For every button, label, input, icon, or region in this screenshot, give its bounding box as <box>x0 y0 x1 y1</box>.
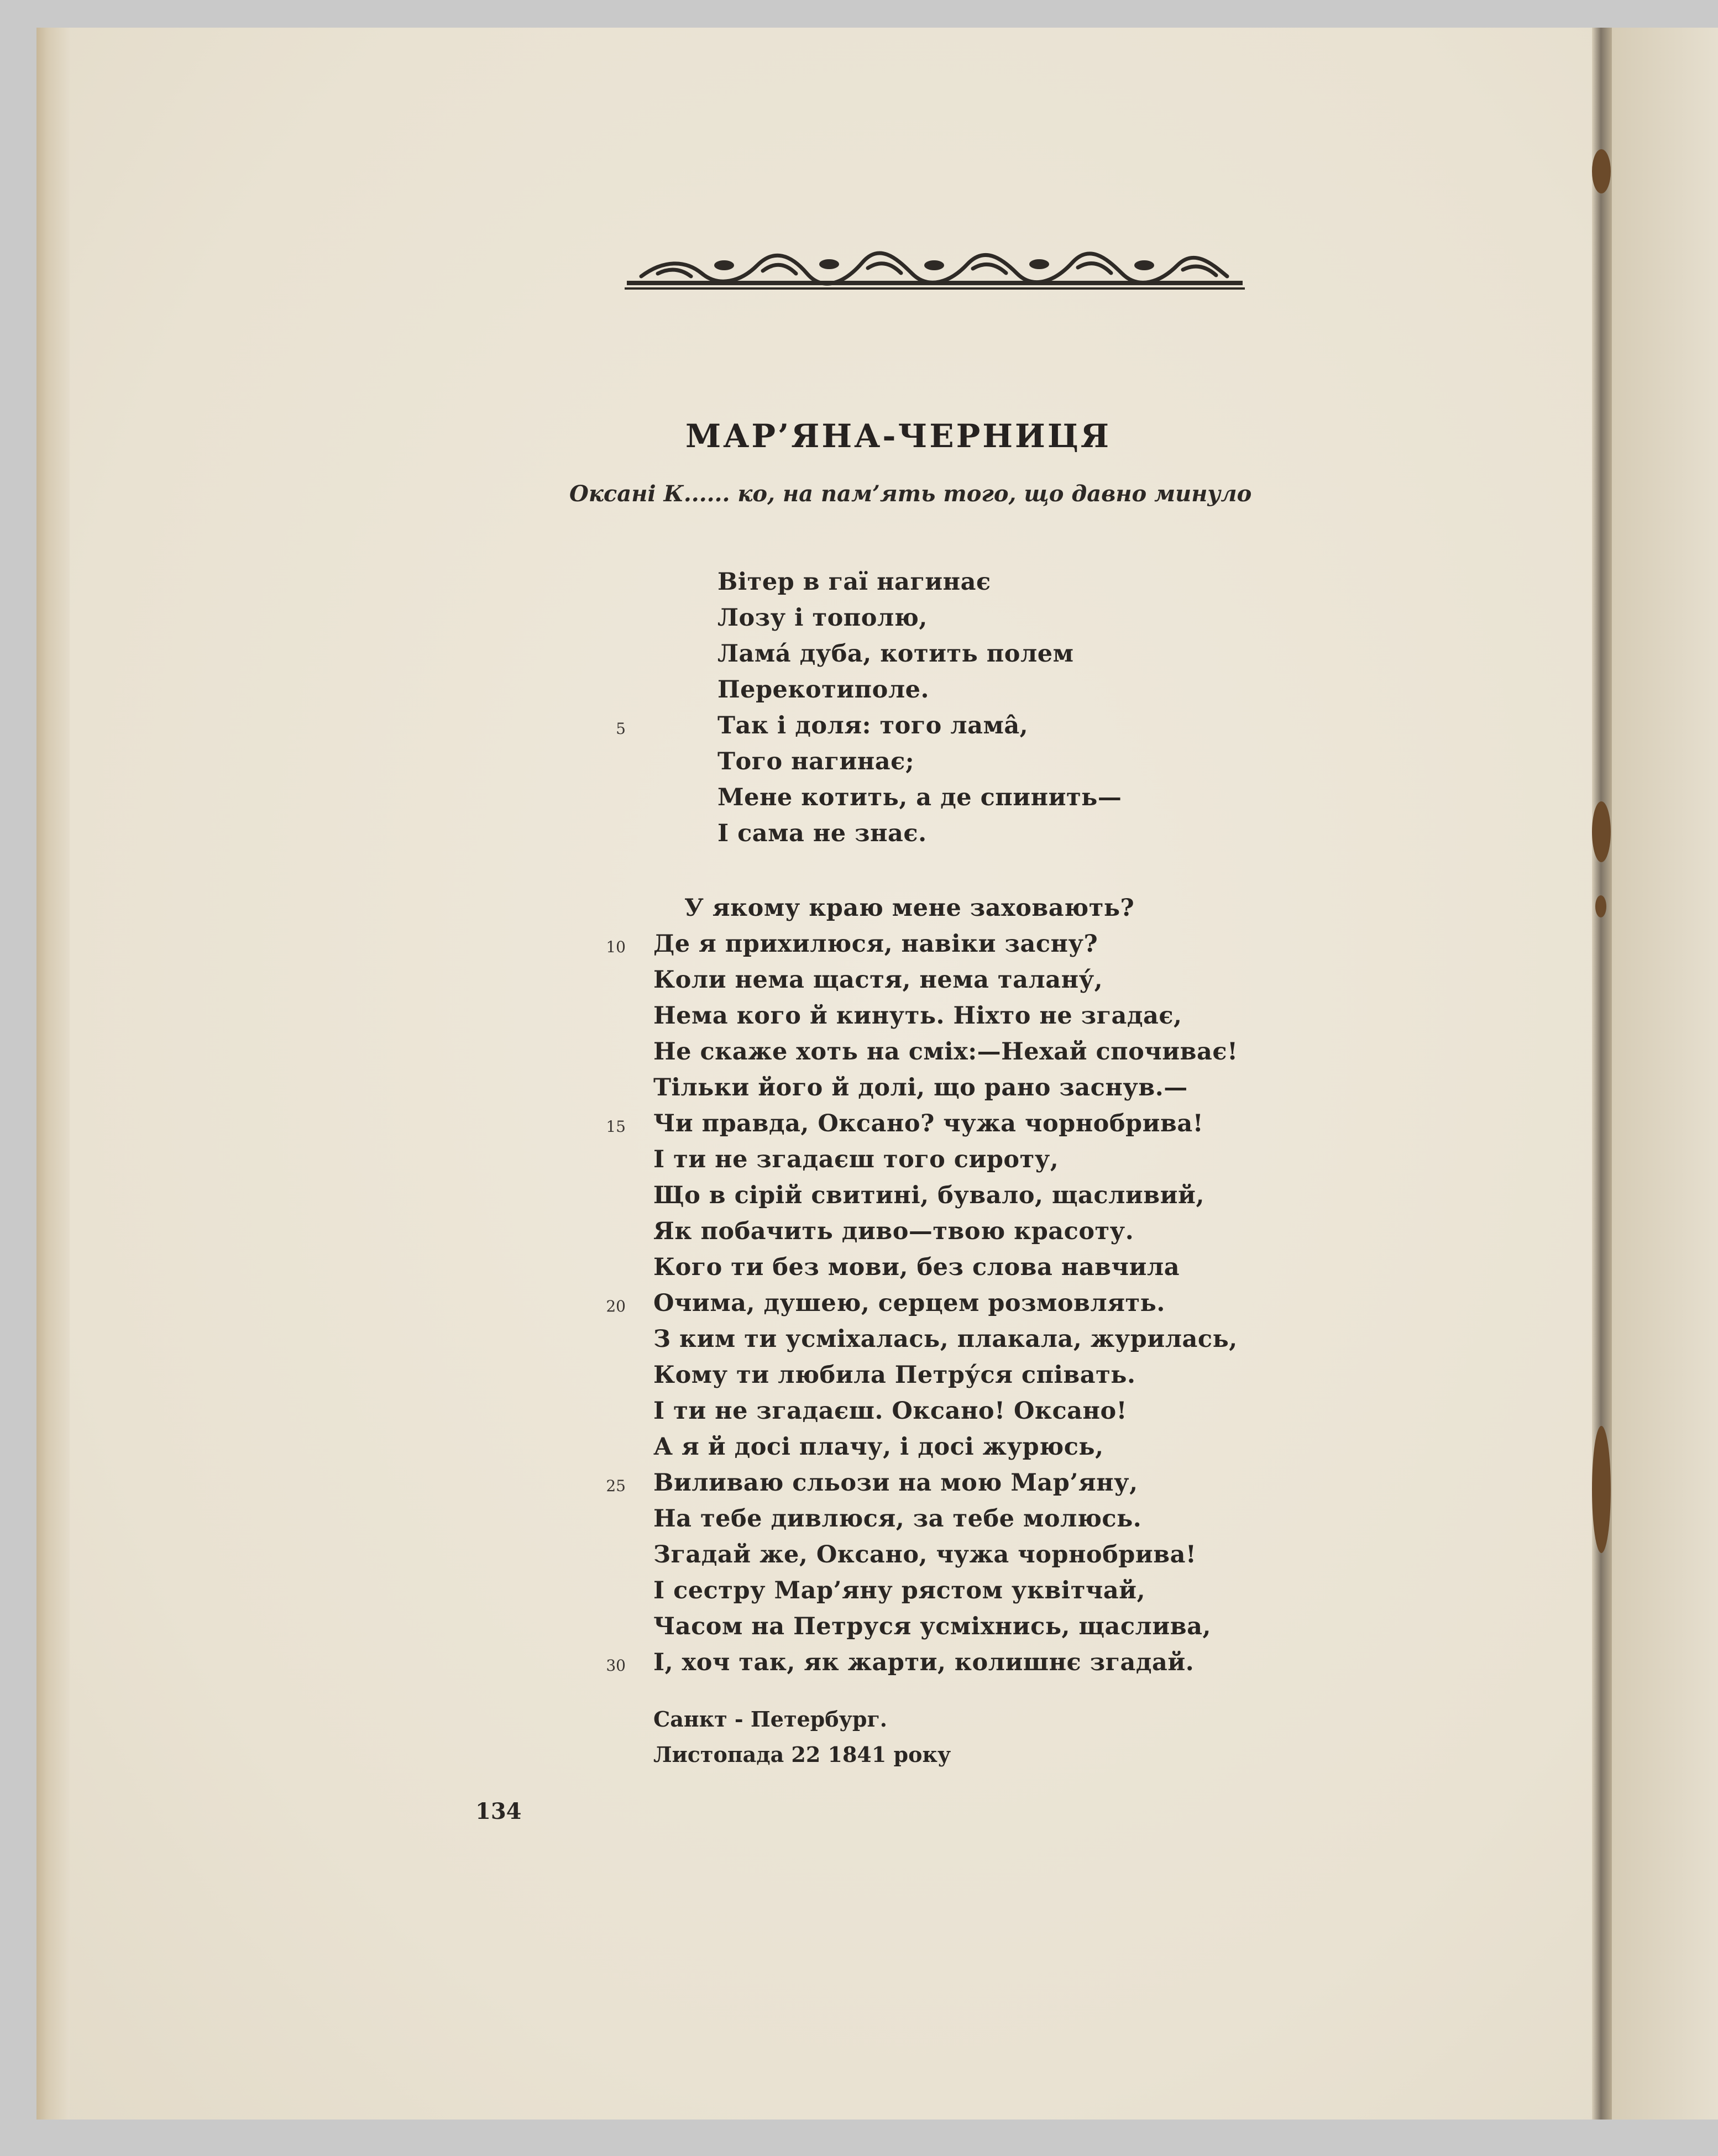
poem-line: Не скаже хоть на сміх:—Нехай спочиває! <box>653 1038 1238 1066</box>
poem-line: І ти не згадаєш. Оксано! Оксано! <box>653 1397 1128 1425</box>
poem-line: Ламá дуба, котить полем <box>717 640 1074 668</box>
line-number: 25 <box>606 1477 626 1495</box>
poem-line: Нема кого й кинуть. Ніхто не згадає, <box>653 1002 1182 1030</box>
poem-line: Згадай же, Оксано, чужа чорнобрива! <box>653 1541 1197 1569</box>
poem-line: Як побачить диво—твою красоту. <box>653 1218 1134 1245</box>
line-number: 20 <box>606 1297 626 1315</box>
poem-line: А я й досі плачу, і досі журюсь, <box>653 1433 1104 1461</box>
poem-line: На тебе дивлюся, за тебе молюсь. <box>653 1505 1142 1533</box>
line-number: 30 <box>606 1656 626 1675</box>
poem-line: Вітер в гаї нагинає <box>717 568 991 596</box>
poem-line: У якому краю мене заховають? <box>684 894 1135 922</box>
line-number: 10 <box>606 938 626 956</box>
poem-title: МАР’ЯНА-ЧЕРНИЦЯ <box>685 417 1112 455</box>
poem-line: Кого ти без мови, без слова навчила <box>653 1253 1180 1281</box>
poem-line: Чи правда, Оксано? чужа чорнобрива! <box>653 1110 1204 1137</box>
poem-line: І, хоч так, як жарти, колишнє згадай. <box>653 1649 1195 1676</box>
line-number: 5 <box>616 720 626 738</box>
poem-line: Мене котить, а де спинить— <box>717 784 1122 811</box>
poem-line: Коли нема щастя, нема талану́, <box>653 966 1103 994</box>
poem-dedication: Оксані К...... ко, на пам’ять того, що давно минуло <box>569 481 1252 507</box>
page-edge <box>36 28 70 2120</box>
poem-line: І сестру Мар’яну рястом уквітчай, <box>653 1577 1146 1604</box>
signature-date: Листопада 22 1841 року <box>653 1742 951 1767</box>
poem-line: І ти не згадаєш того сироту, <box>653 1146 1059 1173</box>
book-gutter <box>1592 28 1612 2120</box>
header-ornament <box>625 249 1245 298</box>
poem-line: Що в сірій свитині, бувало, щасливий, <box>653 1182 1204 1209</box>
poem-line: Виливаю сльози на мою Мар’яну, <box>653 1469 1138 1497</box>
poem-line: Очима, душею, серцем розмовлять. <box>653 1289 1165 1317</box>
page-number: 134 <box>475 1798 522 1824</box>
paper-stain <box>1592 801 1611 862</box>
poem-line: Лозу і тополю, <box>717 604 928 632</box>
paper-stain <box>1595 895 1606 917</box>
poem-line: Перекотиполе. <box>717 676 929 704</box>
paper-stain <box>1592 149 1611 193</box>
poem-line: Кому ти любила Петру́ся співать. <box>653 1361 1136 1389</box>
poem-line: Тільки його й долі, що рано заснув.— <box>653 1074 1188 1101</box>
facing-page-edge <box>1612 28 1718 2120</box>
signature-place: Санкт - Петербург. <box>653 1707 888 1732</box>
poem-line: Того нагинає; <box>717 748 915 775</box>
poem-line: І сама не знає. <box>717 820 927 847</box>
poem-line: Часом на Петруся усміхнись, щаслива, <box>653 1613 1211 1640</box>
poem-line: З ким ти усміхалась, плакала, журилась, <box>653 1325 1238 1353</box>
poem-line: Так і доля: того ламâ, <box>717 712 1029 739</box>
paper-stain <box>1592 1426 1611 1553</box>
poem-line: Де я прихилюся, навіки засну? <box>653 930 1098 958</box>
line-number: 15 <box>606 1118 626 1136</box>
